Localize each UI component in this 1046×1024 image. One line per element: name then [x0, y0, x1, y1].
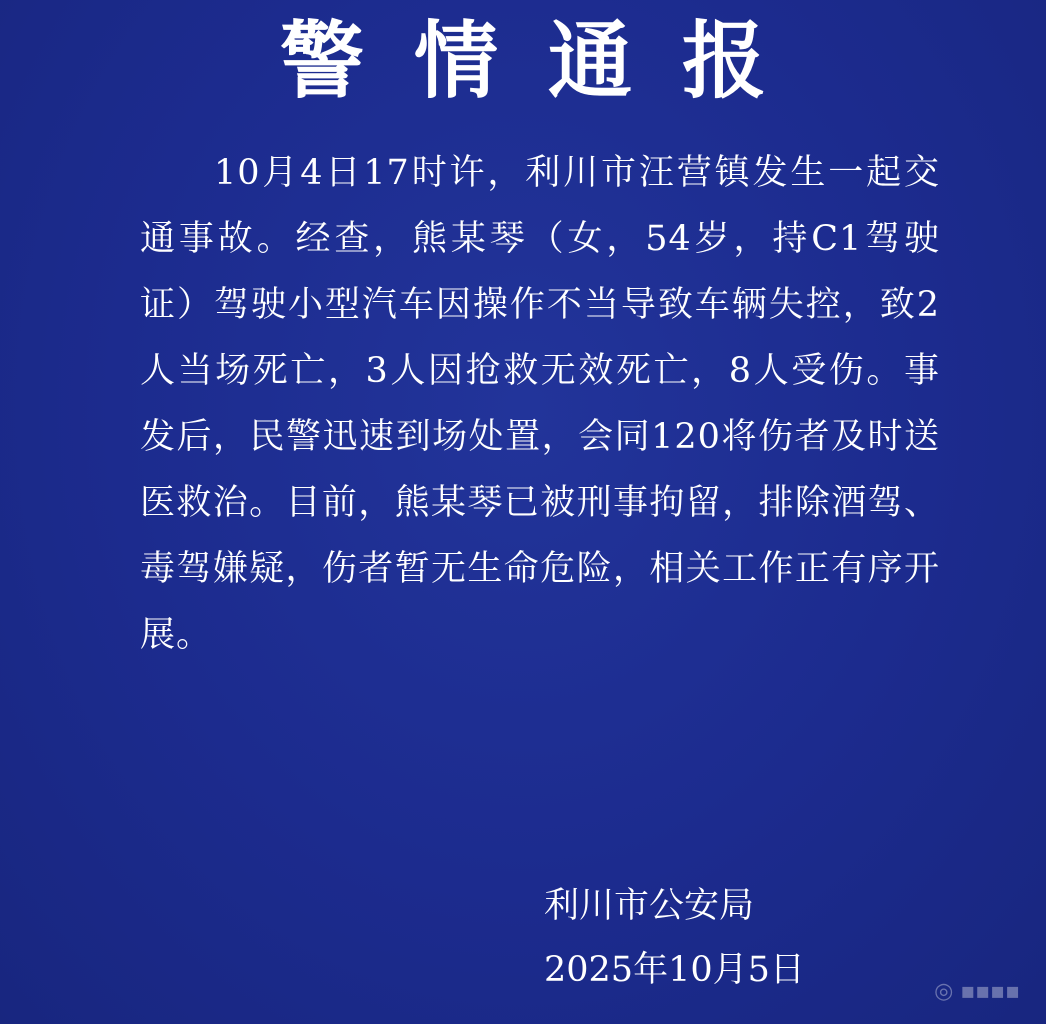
notice-signature [544, 874, 805, 1002]
notice-title: 警情通报 [279, 12, 816, 110]
notice-body: 10月4日17时许，利川市汪营镇发生一起交通事故。经查，熊某琴（女，54岁，持C1驾驶证）驾驶小型汽车因操作不当导致车辆失控，致2人当场死亡，3人因抢救无效死亡，8人受伤。事发后，民警迅速到场处置，会同120将伤者及时送医救治。目前，熊某琴已被刑事拘留，排除酒驾、毒驾嫌疑，伤者暂无生命危险，相关工作正有序开展。 [140, 153, 940, 655]
issue-date: 2025年10月5日 [544, 950, 805, 990]
issuer-name: 利川市公安局 [544, 886, 755, 926]
watermark-logo: ◎ ▪▪▪▪ [934, 979, 1020, 1004]
